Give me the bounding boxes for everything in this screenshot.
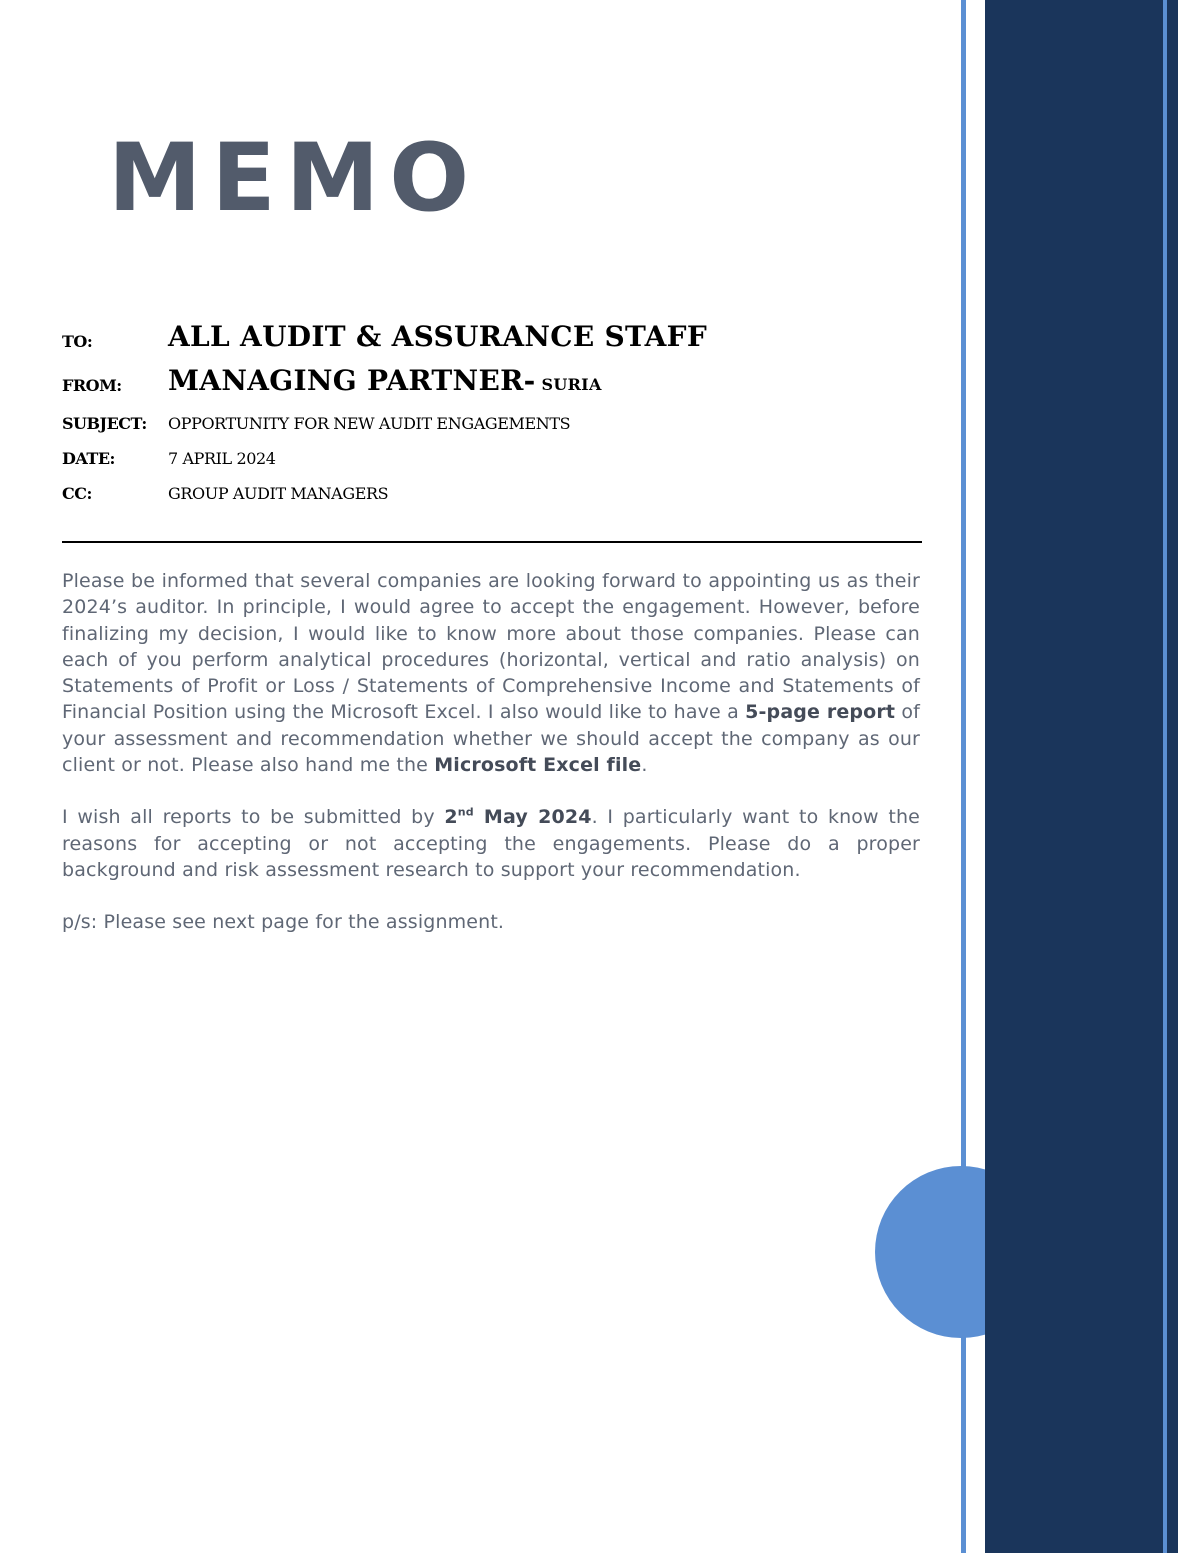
deadline-day: 2 xyxy=(444,806,458,829)
body-p1-text-a: Please be informed that several companies are looking forward to appointing us as their 2024’s auditor. In principle, I would agree to accept the engagement. However, before finalizing my decision, I would like to know more about those companies. Please can each of you perform analytical procedures (horizontal, vertical and ratio analysis) on Statements of Profit or Loss / Statements of Comprehensive Income and Statements of Financial Position using the Microsoft Excel. I also would like to have a xyxy=(62,570,920,724)
cc-label: CC: xyxy=(62,484,92,503)
deadline-month-year: May 2024 xyxy=(473,806,592,829)
memo-body xyxy=(62,568,920,962)
decor-thin-stripe-right xyxy=(1163,0,1167,1553)
subject-label: SUBJECT: xyxy=(62,414,147,433)
from-label: FROM: xyxy=(62,376,122,395)
date-label: DATE: xyxy=(62,449,115,468)
from-value-wrap xyxy=(168,364,602,397)
body-paragraph-3: p/s: Please see next page for the assignment. xyxy=(62,911,505,934)
to-label: TO: xyxy=(62,332,93,351)
body-p1-text-b: of your assessment and recommendation whether we should accept the company as our client or not. Please also hand me the xyxy=(62,701,920,777)
body-p1-text-c: . xyxy=(641,754,648,777)
decor-dark-band xyxy=(985,0,1178,1553)
from-suffix: SURIA xyxy=(535,375,602,394)
header-divider xyxy=(62,541,922,543)
subject-value: OPPORTUNITY FOR NEW AUDIT ENGAGEMENTS xyxy=(168,414,571,433)
body-p2-text-b: . I particularly want to know the reasons for accepting or not accepting the engagements. Please do a proper background and risk assessment research to support your recommendation. xyxy=(62,806,920,881)
memo-title: MEMO xyxy=(108,124,480,233)
cc-value: GROUP AUDIT MANAGERS xyxy=(168,484,389,503)
deadline-ordinal: nd xyxy=(457,806,474,820)
body-paragraph-2 xyxy=(62,804,920,883)
to-value: ALL AUDIT & ASSURANCE STAFF xyxy=(168,320,708,353)
decor-edge xyxy=(1178,0,1200,1553)
from-value: MANAGING PARTNER- xyxy=(168,364,536,397)
body-p1-bold-excel: Microsoft Excel file xyxy=(434,754,642,777)
body-p2-deadline xyxy=(444,806,591,828)
body-p2-text-a: I wish all reports to be submitted by xyxy=(62,806,445,829)
date-value: 7 APRIL 2024 xyxy=(168,449,276,468)
body-p1-bold-report: 5-page report xyxy=(745,701,896,724)
body-paragraph-1 xyxy=(62,568,920,778)
